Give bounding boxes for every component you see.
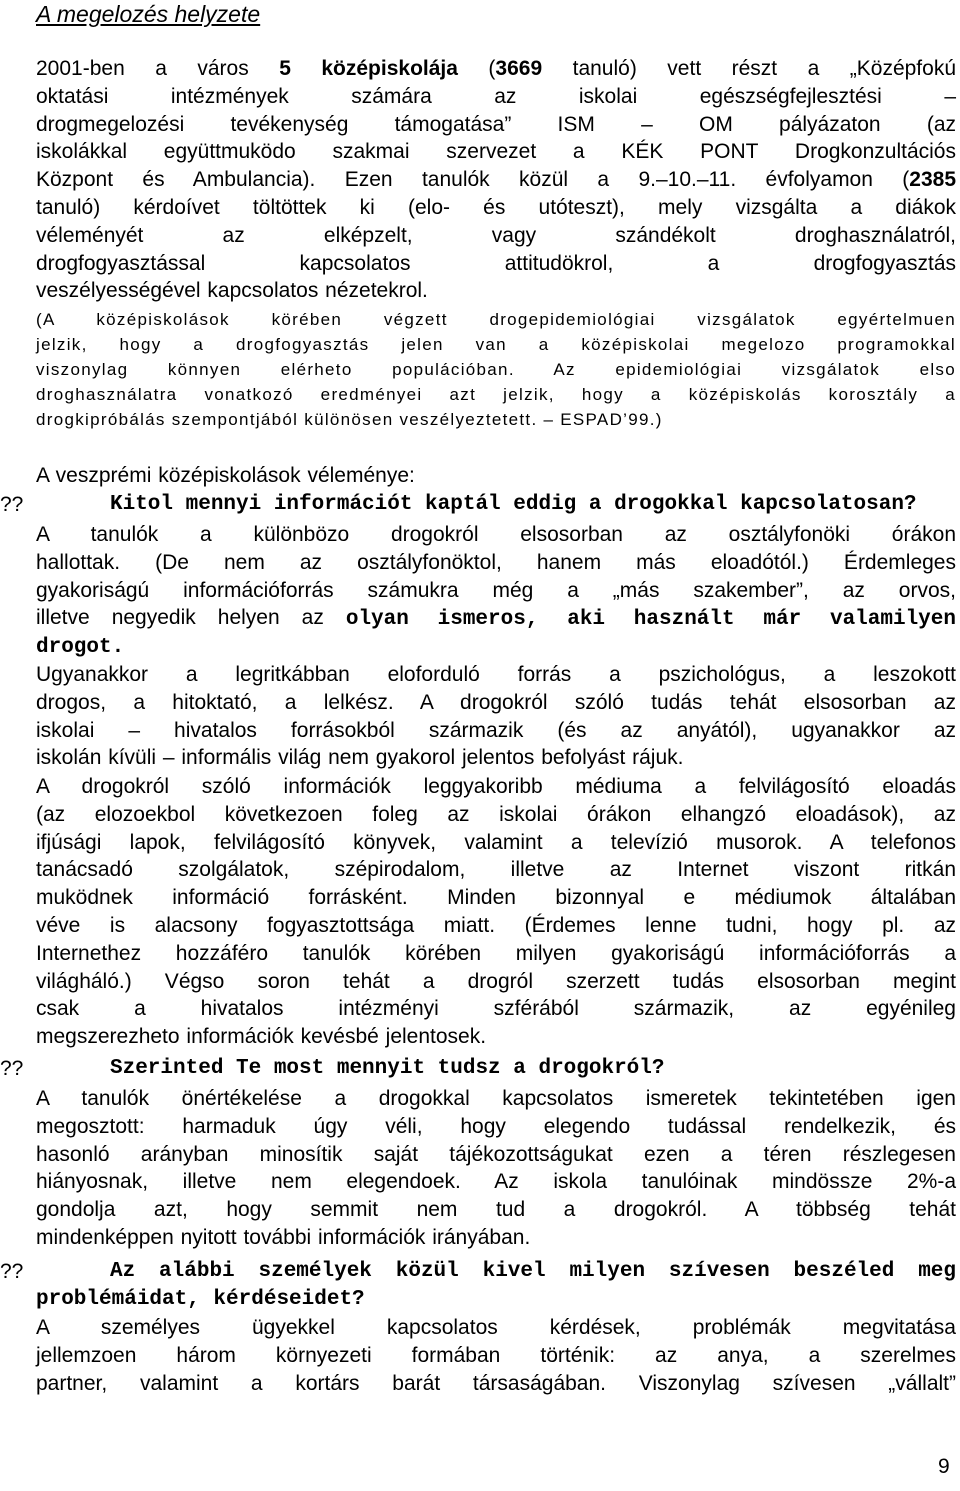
q1-paragraph-3: A drogokról szóló információk leggyakoribb médiuma a felvilágosító eloadás (az elozoekbol következoen foleg az iskolai órákon elhangzó eloadások), az ifjúsági lapok, felvilágosító könyvek, valamint a televízió musorok. A telefonos tanácsadó szolgálatok, szépirodalom, illetve az Internet viszont ritkán muködnek információ forrásként. Minden bizonnyal e médiumok általában véve is alacsony fogyasztottsága miatt. (Érdemes lenne tudni, hogy pl. az Internethez hozzáféro tanulók körében milyen gyakoriságú információforrás a világháló.) Végso soron tehát a drogról szerzett tudás elsosorban megint csak a hivatalos intézményi szférából származik, az egyénileg megszerezheto információk kevésbé jelentosek. (36, 775, 956, 1049)
q1-paragraph-2: Ugyanakkor a legritkábban eloforduló forrás a pszichológus, a leszokott drogos, a hitoktató, a lelkész. A drogokról szóló tudás tehát elsosorban az iskolai – hivatalos forrásokból származik (és az anyától), ugyanakkor az iskolán kívüli – informális világ nem gyakorol jelentos befolyást rájuk. (36, 663, 956, 770)
page-title: A megelozés helyzete (36, 1, 261, 27)
q3-paragraph-1: A személyes ügyekkel kapcsolatos kérdések, problémák megvitatása jellemzoen három környezeti formában történik: az anya, a szerelmes partner, valamint a kortárs barát társaságában. Viszonylag szívesen „vállalt” (36, 1316, 956, 1395)
question-3: Az alábbi személyek közül kivel milyen szívesen beszéled meg problémáidat, kérdéseidet? (36, 1260, 956, 1311)
question-1: Kitol mennyi információt kaptál eddig a drogokkal kapcsolatosan? (110, 493, 917, 516)
bullet-marker: ?? (0, 1057, 24, 1080)
intro-paragraph: 2001-ben a város 5 középiskolája (3669 tanuló) vett részt a „Középfokú oktatási intézmények számára az iskolai egészségfejlesztési – drogmegelozési tevékenység támogatása” ISM – OM pályázaton (az iskolákkal együttmuködo szakmai szervezet a KÉK PONT Drogkonzultációs Központ és Ambulancia). Ezen tanulók közül a 9.–10.–11. évfolyamon (2385 tanuló) kérdoívet töltöttek ki (elo- és utóteszt), mely vizsgálta a diákok véleményét az elképzelt, vagy szándékolt droghasználatról, drogfogyasztással kapcsolatos attitudökrol, a drogfogyasztás veszélyességével kapcsolatos nézetekrol. (36, 57, 956, 303)
question-2: Szerinted Te most mennyit tudsz a drogokról? (110, 1057, 665, 1080)
bullet-marker: ?? (0, 493, 24, 516)
page-number: 9 (938, 1455, 950, 1478)
bullet-marker: ?? (0, 1260, 24, 1283)
espad-note: (A középiskolások körében végzett drogepidemiológiai vizsgálatok egyértelmuen jelzik, hogy a drogfogyasztás jelen van a középiskolai megelozo programokkal viszonylag könnyen elérheto populációban. Az epidemiológiai vizsgálatok elso droghasználatra vonatkozó eredményei azt jelzik, hogy a középiskolás korosztály a drogkipróbálás szempontjából különösen veszélyeztetett. – ESPAD’99.) (36, 310, 956, 429)
section-heading: A veszprémi középiskolások véleménye: (36, 464, 415, 487)
q1-paragraph-1: A tanulók a különbözo drogokról elsosorban az osztályfonöki órákon hallottak. (De nem az osztályfonöktol, hanem más eloadótól.) Érdemleges gyakoriságú információforrás számukra még a „más szakember”, az orvos, illetve negyedik helyen az olyan ismeros, aki használt már valamilyen drogot. (36, 523, 956, 660)
q2-paragraph-1: A tanulók önértékelése a drogokkal kapcsolatos ismeretek tekintetében igen megosztott: harmaduk úgy véli, hogy elegendo tudással rendelkezik, és hasonló arányban minosítik saját tájékozottságukat ezen a téren részlegesen hiányosnak, illetve nem elegendoek. Az iskola tanulóinak mindössze 2%-a gondolja azt, hogy semmit nem tud a drogokról. A többség tehát mindenképpen nyitott további információk irányában. (36, 1087, 956, 1249)
